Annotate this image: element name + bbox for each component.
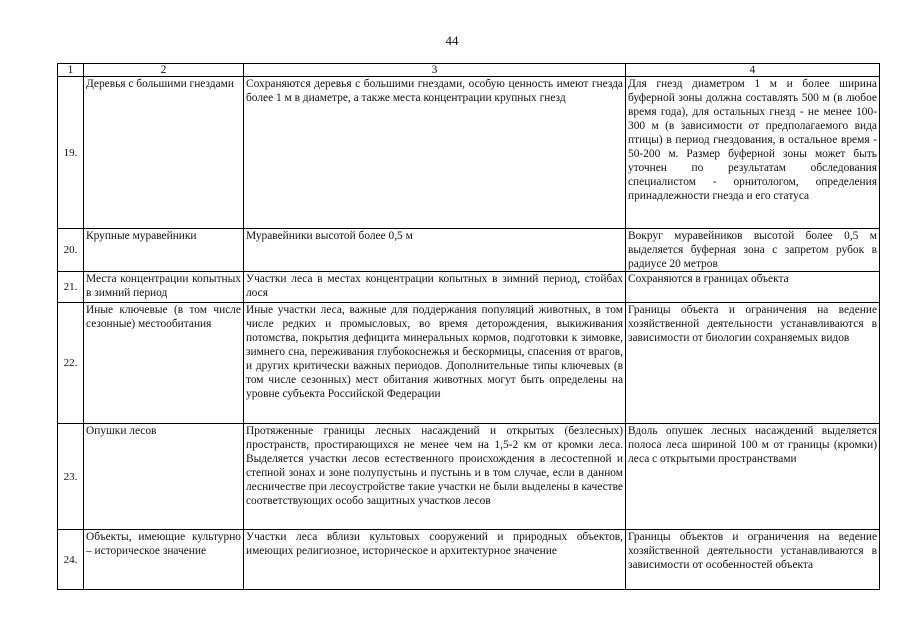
- row-number: 24.: [58, 530, 84, 590]
- table-row: [58, 229, 880, 272]
- description-cell: Протяженные границы лесных насаждений и открытых (безлесных) пространств, простирающихся не менее чем на 1,5-2 км от кромки леса. Выделяется участки лесов естественного происхождения в лесостепной и степной зонах и зоне полупустынь и пустынь и в том случае, если в данном лесничестве при лесоустройстве такие участки не были выделены в качестве соответствующих особо защитных участков лесов: [244, 424, 626, 530]
- requirements-table: [57, 63, 880, 590]
- object-cell: Опушки лесов: [84, 424, 244, 530]
- column-number-4: 4: [626, 64, 880, 77]
- column-number-3: 3: [244, 64, 626, 77]
- row-number: 20.: [58, 229, 84, 272]
- object-cell: Места концентрации копытных в зимний период: [84, 272, 244, 303]
- column-number-1: 1: [58, 64, 84, 77]
- measures-cell: Вокруг муравейников высотой более 0,5 м выделяется буферная зона с запретом рубок в радиусе 20 метров: [626, 229, 880, 272]
- row-number: 23.: [58, 424, 84, 530]
- row-number: 21.: [58, 272, 84, 303]
- measures-cell: Границы объектов и ограничения на ведение хозяйственной деятельности устанавливаются в зависимости от особенностей объекта: [626, 530, 880, 590]
- table-row: [58, 424, 880, 530]
- measures-cell: Для гнезд диаметром 1 м и более ширина буферной зоны должна составлять 500 м (в любое время года), для остальных гнезд - не менее 100-300 м (в зависимости от предполагаемого вида птицы) в период гнездования, в остальное время - 50-200 м. Размер буферной зоны может быть уточнен по результатам обследования специалистом - орнитологом, определения принадлежности гнезда и его статуса: [626, 77, 880, 229]
- table-row: [58, 272, 880, 303]
- object-cell: Деревья с большими гнездами: [84, 77, 244, 229]
- object-cell: Объекты, имеющие культурно – историческое значение: [84, 530, 244, 590]
- measures-cell: Границы объекта и ограничения на ведение хозяйственной деятельности устанавливаются в зависимости от биологии сохраняемых видов: [626, 303, 880, 424]
- row-number: 19.: [58, 77, 84, 229]
- row-number: 22.: [58, 303, 84, 424]
- measures-cell: Сохраняются в границах объекта: [626, 272, 880, 303]
- description-cell: Участки леса в местах концентрации копытных в зимний период, стойбах лося: [244, 272, 626, 303]
- object-cell: Иные ключевые (в том числе сезонные) местообитания: [84, 303, 244, 424]
- page-number: 44: [445, 33, 459, 48]
- table-header-row: [58, 64, 880, 77]
- description-cell: Сохраняются деревья с большими гнездами, особую ценность имеют гнезда более 1 м в диаметре, а также места концентрации крупных гнезд: [244, 77, 626, 229]
- measures-cell: Вдоль опушек лесных насаждений выделяется полоса леса шириной 100 м от границы (кромки) леса с открытыми пространствами: [626, 424, 880, 530]
- table-row: [58, 303, 880, 424]
- description-cell: Участки леса вблизи культовых сооружений и природных объектов, имеющих религиозное, историческое и архитектурное значение: [244, 530, 626, 590]
- table-row: [58, 77, 880, 229]
- table-row: [58, 530, 880, 590]
- column-number-2: 2: [84, 64, 244, 77]
- description-cell: Иные участки леса, важные для поддержания популяций животных, в том числе редких и промысловых, во время деторождения, выкиживания потомства, покрытия дефицита минеральных кормов, подготовки к зимовке, зимнего сна, переживания глубокоснежья и бескормицы, спасения от врагов, и других критически важных периодов. Дополнительные типы ключевых (в том числе сезонных) мест обитания животных могут быть определены на уровне субъекта Российской Федерации: [244, 303, 626, 424]
- description-cell: Муравейники высотой более 0,5 м: [244, 229, 626, 272]
- object-cell: Крупные муравейники: [84, 229, 244, 272]
